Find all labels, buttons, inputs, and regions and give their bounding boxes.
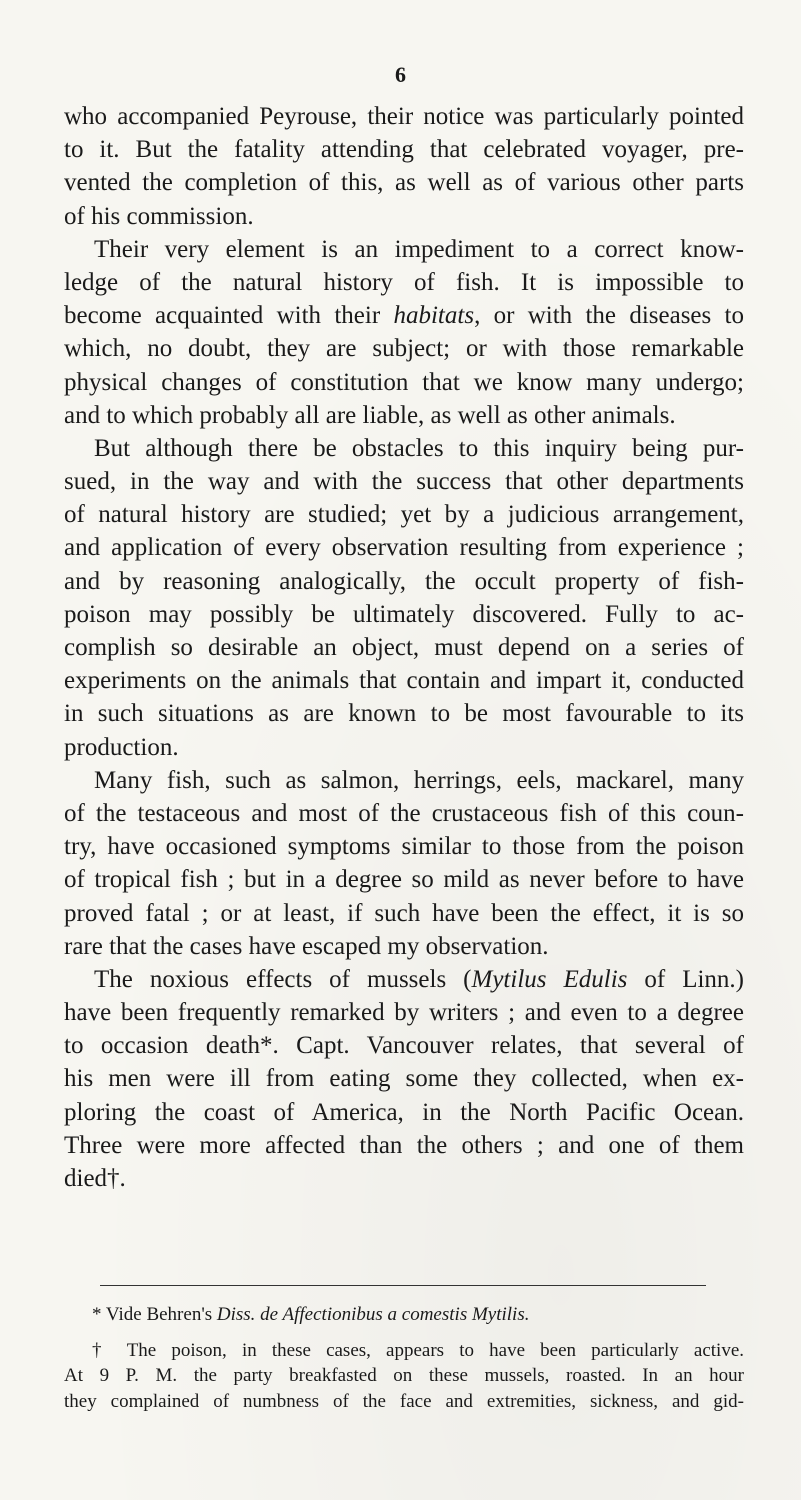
text-line: ledge of the natural history of fish. It is impossible to <box>64 268 744 296</box>
text-line <box>64 299 744 332</box>
text-span: become acquainted with their <box>64 302 394 330</box>
footnote-divider <box>100 1285 706 1286</box>
text-line: and to which probably all are liable, as well as other animals. <box>64 401 676 429</box>
text-line: of the testaceous and most of the crustaceous fish of this coun- <box>64 799 744 827</box>
body-text <box>64 100 744 1195</box>
italic-term-mytilus: Mytilus Edulis <box>471 965 628 993</box>
text-line: complish so desirable an object, must depend on a series of <box>64 634 744 661</box>
text-line: Their very element is an impediment to a correct know- <box>94 235 744 263</box>
italic-term-habitats: habitats <box>393 302 475 330</box>
text-line: vented the completion of this, as well as of various other parts <box>64 169 744 197</box>
text-line <box>64 963 744 996</box>
text-line: But although there be obstacles to this inquiry being pur- <box>94 434 744 462</box>
text-line: proved fatal ; or at least, if such have been the effect, it is so <box>64 899 744 927</box>
text-span: The noxious effects of mussels ( <box>94 965 472 993</box>
text-line: of tropical fish ; but in a degree so mild as never before to have <box>64 866 744 894</box>
text-line: try, have occasioned symptoms similar to those from the poison <box>64 833 744 861</box>
text-line: physical changes of constitution that we know many undergo; <box>64 368 744 396</box>
text-line: to it. But the fatality attending that celebrated voyager, pre- <box>64 136 744 164</box>
text-line: rare that the cases have escaped my observation. <box>64 932 549 960</box>
text-line: his men were ill from eating some they collected, when ex- <box>64 1065 744 1093</box>
text-line: which, no doubt, they are subject; or with those remarkable <box>64 335 744 363</box>
text-line: have been frequently remarked by writers ; and even to a degree <box>64 999 744 1027</box>
text-line: to occasion death*. Capt. Vancouver relates, that several of <box>64 1032 744 1060</box>
text-span: , or with the diseases to <box>474 302 744 330</box>
text-line: and by reasoning analogically, the occult property of fish- <box>64 567 744 595</box>
text-line: Many fish, such as salmon, herrings, eels, mackarel, many <box>94 766 744 794</box>
text-line: experiments on the animals that contain and impart it, conducted <box>64 667 744 695</box>
footnote-line: † The poison, in these cases, appears to have been particularly active. <box>92 1339 744 1361</box>
text-line: ploring the coast of America, in the North Pacific Ocean. <box>64 1098 744 1126</box>
footnote-line: At 9 P. M. the party breakfasted on these mussels, roasted. In an hour <box>64 1365 744 1387</box>
text-line: of natural history are studied; yet by a judicious arrangement, <box>64 501 744 529</box>
text-line: in such situations as are known to be most favourable to its <box>64 700 744 728</box>
text-line: production. <box>64 733 179 761</box>
footnote-line: they complained of numbness of the face and extremities, sickness, and gid- <box>64 1390 744 1412</box>
italic-title: Diss. de Affectionibus a comestis Mytilis. <box>216 1304 530 1325</box>
text-span: of Linn.) <box>627 965 744 993</box>
footnote-line <box>64 1302 744 1328</box>
footnotes <box>64 1302 744 1414</box>
text-line: of his commission. <box>64 202 254 230</box>
text-line: Three were more affected than the others ; and one of them <box>64 1131 744 1159</box>
page-number: 6 <box>395 62 406 87</box>
text-line: and application of every observation resulting from experience ; <box>64 534 744 562</box>
text-line: died†. <box>64 1165 126 1192</box>
text-span: * Vide Behren's <box>92 1304 217 1325</box>
text-line: who accompanied Peyrouse, their notice was particularly pointed <box>64 103 744 130</box>
text-line: sued, in the way and with the success that other departments <box>64 468 744 496</box>
text-line: poison may possibly be ultimately discovered. Fully to ac- <box>64 600 744 628</box>
